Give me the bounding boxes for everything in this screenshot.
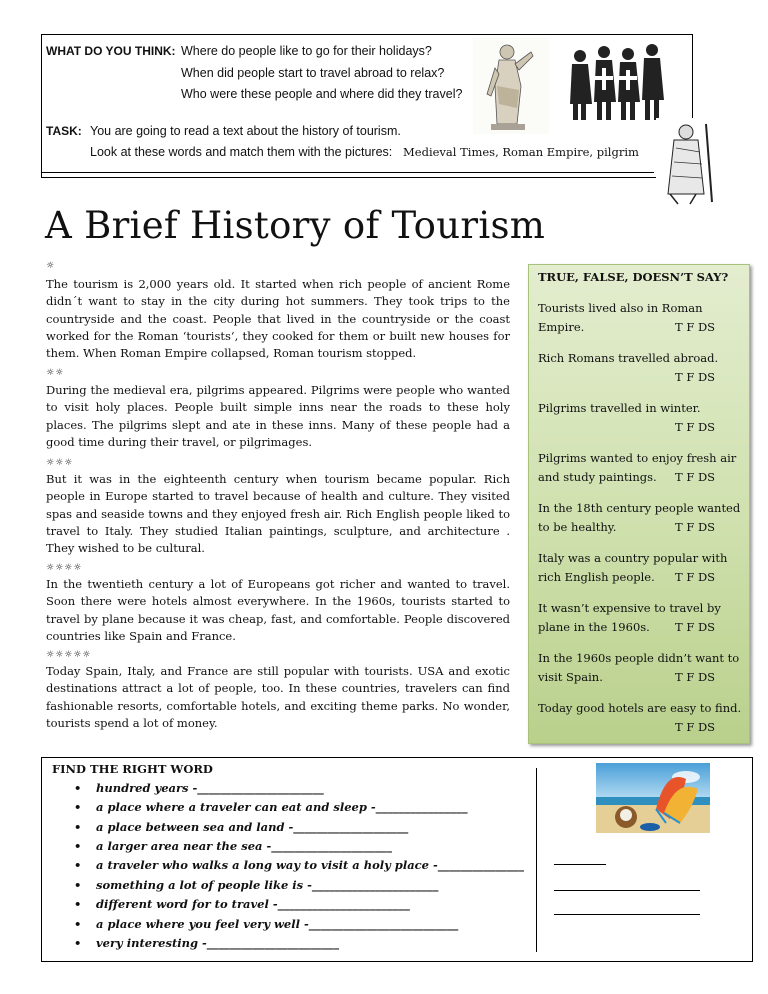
- bullet-icon: •: [74, 781, 82, 795]
- tf-options[interactable]: T F DS: [675, 420, 716, 434]
- tf-options[interactable]: T F DS: [675, 570, 716, 584]
- question-1: Where do people like to go for their holidays?: [181, 44, 432, 58]
- tf-options[interactable]: T F DS: [675, 370, 716, 384]
- tf-options[interactable]: T F DS: [675, 520, 716, 534]
- bullet-icon: •: [74, 936, 82, 950]
- task-label: TASK:: [46, 124, 82, 138]
- answer-line[interactable]: [554, 864, 606, 865]
- task-line-1: You are going to read a text about the history of tourism.: [90, 124, 401, 138]
- what-do-you-think-label: WHAT DO YOU THINK:: [46, 44, 176, 58]
- tf-statement: It wasn’t expensive to travel by plane in the 1960s.: [538, 601, 721, 634]
- section-paragraph: The tourism is 2,000 years old. It started when rich people of ancient Rome didn´t want to stay in the city during hot summers. They took trips to the countryside and the coast. People that lived in the countryside or the coast worked for the Roman ‘tourists‘, they cooked for them or built new houses for them. When Roman Empire collapsed, Roman tourism stopped.: [46, 277, 510, 361]
- column-divider: [536, 768, 537, 952]
- roman-emperor-picture: [473, 38, 549, 134]
- answer-line[interactable]: [554, 914, 700, 915]
- bullet-icon: •: [74, 839, 82, 853]
- section-marker: ☼☼☼☼: [46, 563, 83, 573]
- answer-line[interactable]: [554, 890, 700, 891]
- section-marker: ☼☼☼: [46, 458, 74, 468]
- tf-statement: Rich Romans travelled abroad.: [538, 351, 719, 365]
- section-paragraph: During the medieval era, pilgrims appeared. Pilgrims were people who wanted to visit holy places. People built simple inns near the roads to these holy places. The pilgrims slept and ate in these inns. Many of these people had a good time during their travel, or pilgrimages.: [46, 383, 510, 449]
- tf-statement: Pilgrims wanted to enjoy fresh air and study paintings.: [538, 451, 737, 484]
- section-marker: ☼: [46, 261, 56, 271]
- tf-statement: Pilgrims travelled in winter.: [538, 401, 701, 415]
- beach-picture: [596, 763, 710, 833]
- medieval-knights-picture: [566, 42, 670, 124]
- tf-options[interactable]: T F DS: [675, 320, 716, 334]
- tf-statement: Today good hotels are easy to find.: [538, 701, 742, 715]
- find-word-title: FIND THE RIGHT WORD: [52, 762, 213, 776]
- bullet-icon: •: [74, 897, 82, 911]
- tf-statement: Italy was a country popular with rich English people.: [538, 551, 728, 584]
- task-line-2: Look at these words and match them with the pictures:: [90, 145, 393, 159]
- section-marker: ☼☼: [46, 368, 65, 378]
- tf-statement: Tourists lived also in Roman Empire.: [538, 301, 703, 334]
- question-2: When did people start to travel abroad to relax?: [181, 66, 445, 80]
- section-paragraph: But it was in the eighteenth century when tourism became popular. Rich people in Europe started to travel because of health and culture. They visited spas and seaside towns and they enjoyed fresh air. Rich English people liked to travel to Italy. They studied Italian paintings, sculpture, and architecture . They wished to be cultural.: [46, 472, 510, 556]
- pilgrim-picture: [656, 118, 718, 208]
- question-3: Who were these people and where did they travel?: [181, 87, 463, 101]
- true-false-title: TRUE, FALSE, DOESN’T SAY?: [538, 270, 729, 284]
- bullet-icon: •: [74, 878, 82, 892]
- tf-statement: In the 1960s people didn’t want to visit Spain.: [538, 651, 740, 684]
- section-paragraph: In the twentieth century a lot of Europeans got richer and wanted to travel. Soon there were hotels almost everywhere. In the 1960s, tourists started to travel by plane because it was cheap, fast, and comfortable. People discovered countries like Spain and France.: [46, 577, 510, 643]
- tf-options[interactable]: T F DS: [675, 720, 716, 734]
- bullet-icon: •: [74, 858, 82, 872]
- bullet-icon: •: [74, 917, 82, 931]
- page-title: A Brief History of Tourism: [45, 204, 546, 247]
- bullet-icon: •: [74, 800, 82, 814]
- tf-statement: In the 18th century people wanted to be healthy.: [538, 501, 741, 534]
- tf-options[interactable]: T F DS: [675, 620, 716, 634]
- task-divider: [42, 172, 654, 173]
- tf-options[interactable]: T F DS: [675, 670, 716, 684]
- tf-options[interactable]: T F DS: [675, 470, 716, 484]
- task-words: Medieval Times, Roman Empire, pilgrim: [403, 145, 639, 159]
- section-marker: ☼☼☼☼☼: [46, 650, 92, 660]
- bullet-icon: •: [74, 820, 82, 834]
- section-paragraph: Today Spain, Italy, and France are still popular with tourists. USA and exotic destinations attract a lot of people, too. In these countries, travelers can find fashionable resorts, comfortable hotels, and exciting theme parks. No wonder, tourists spend a lot of money.: [46, 664, 510, 730]
